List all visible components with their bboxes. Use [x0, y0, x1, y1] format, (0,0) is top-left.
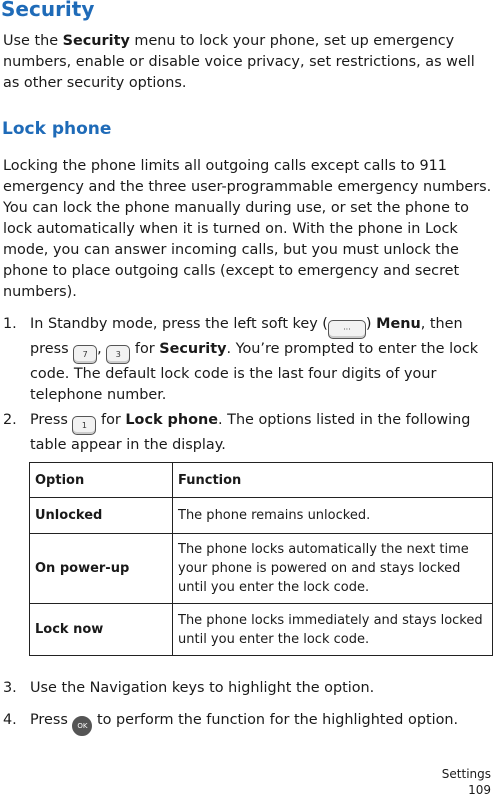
soft-key-icon: ···: [328, 320, 366, 339]
section-title: Lock phone: [2, 119, 112, 139]
ok-key-icon: OK: [72, 716, 92, 736]
footer-section: Settings: [441, 767, 491, 781]
table-header-row: Option Function: [30, 463, 493, 498]
table-row: On power-up The phone locks automatically the next time your phone is powered on and stays locked until you enter the lock code.: [30, 534, 493, 604]
options-table: [29, 462, 493, 656]
intro-paragraph: Use the Security menu to lock your phone, set up emergency numbers, enable or disable voice privacy, set restrictions, as well as other security options.: [3, 33, 475, 91]
key-1-icon: 1: [72, 416, 96, 435]
page-number: 109: [468, 783, 491, 797]
key-3-icon: 3: [106, 345, 130, 364]
key-7-icon: 7: [73, 345, 97, 364]
page-footer: [442, 766, 491, 798]
table-row: Unlocked The phone remains unlocked.: [30, 498, 493, 534]
page-title: Security: [1, 0, 95, 21]
section-paragraph: Locking the phone limits all outgoing calls except calls to 911 emergency and the three user-programmable emergency numbers. You can lock the phone manually during use, or set the phone to lock automatically when it is turned on. With the phone in Lock mode, you can answer incoming calls, but you must unlock the phone to place outgoing calls (except to emergency and secret numbers).: [3, 158, 492, 300]
table-row: Lock now The phone locks immediately and stays locked until you enter the lock code.: [30, 604, 493, 656]
